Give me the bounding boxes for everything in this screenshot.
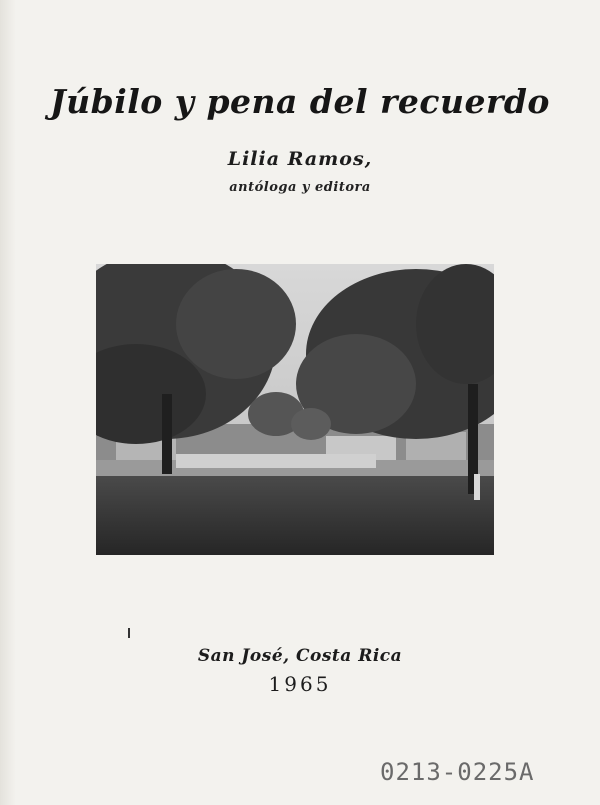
publication-year: 1965	[268, 672, 332, 696]
author-name: Lilia Ramos,	[227, 148, 373, 170]
publication-place: San José, Costa Rica	[197, 646, 403, 666]
book-title: Júbilo y pena del recuerdo	[50, 82, 550, 121]
catalog-number: 0213-0225A	[380, 758, 535, 786]
author-role: antóloga y editora	[229, 180, 371, 195]
stray-mark	[128, 628, 130, 638]
park-plaza-photo	[96, 264, 494, 555]
